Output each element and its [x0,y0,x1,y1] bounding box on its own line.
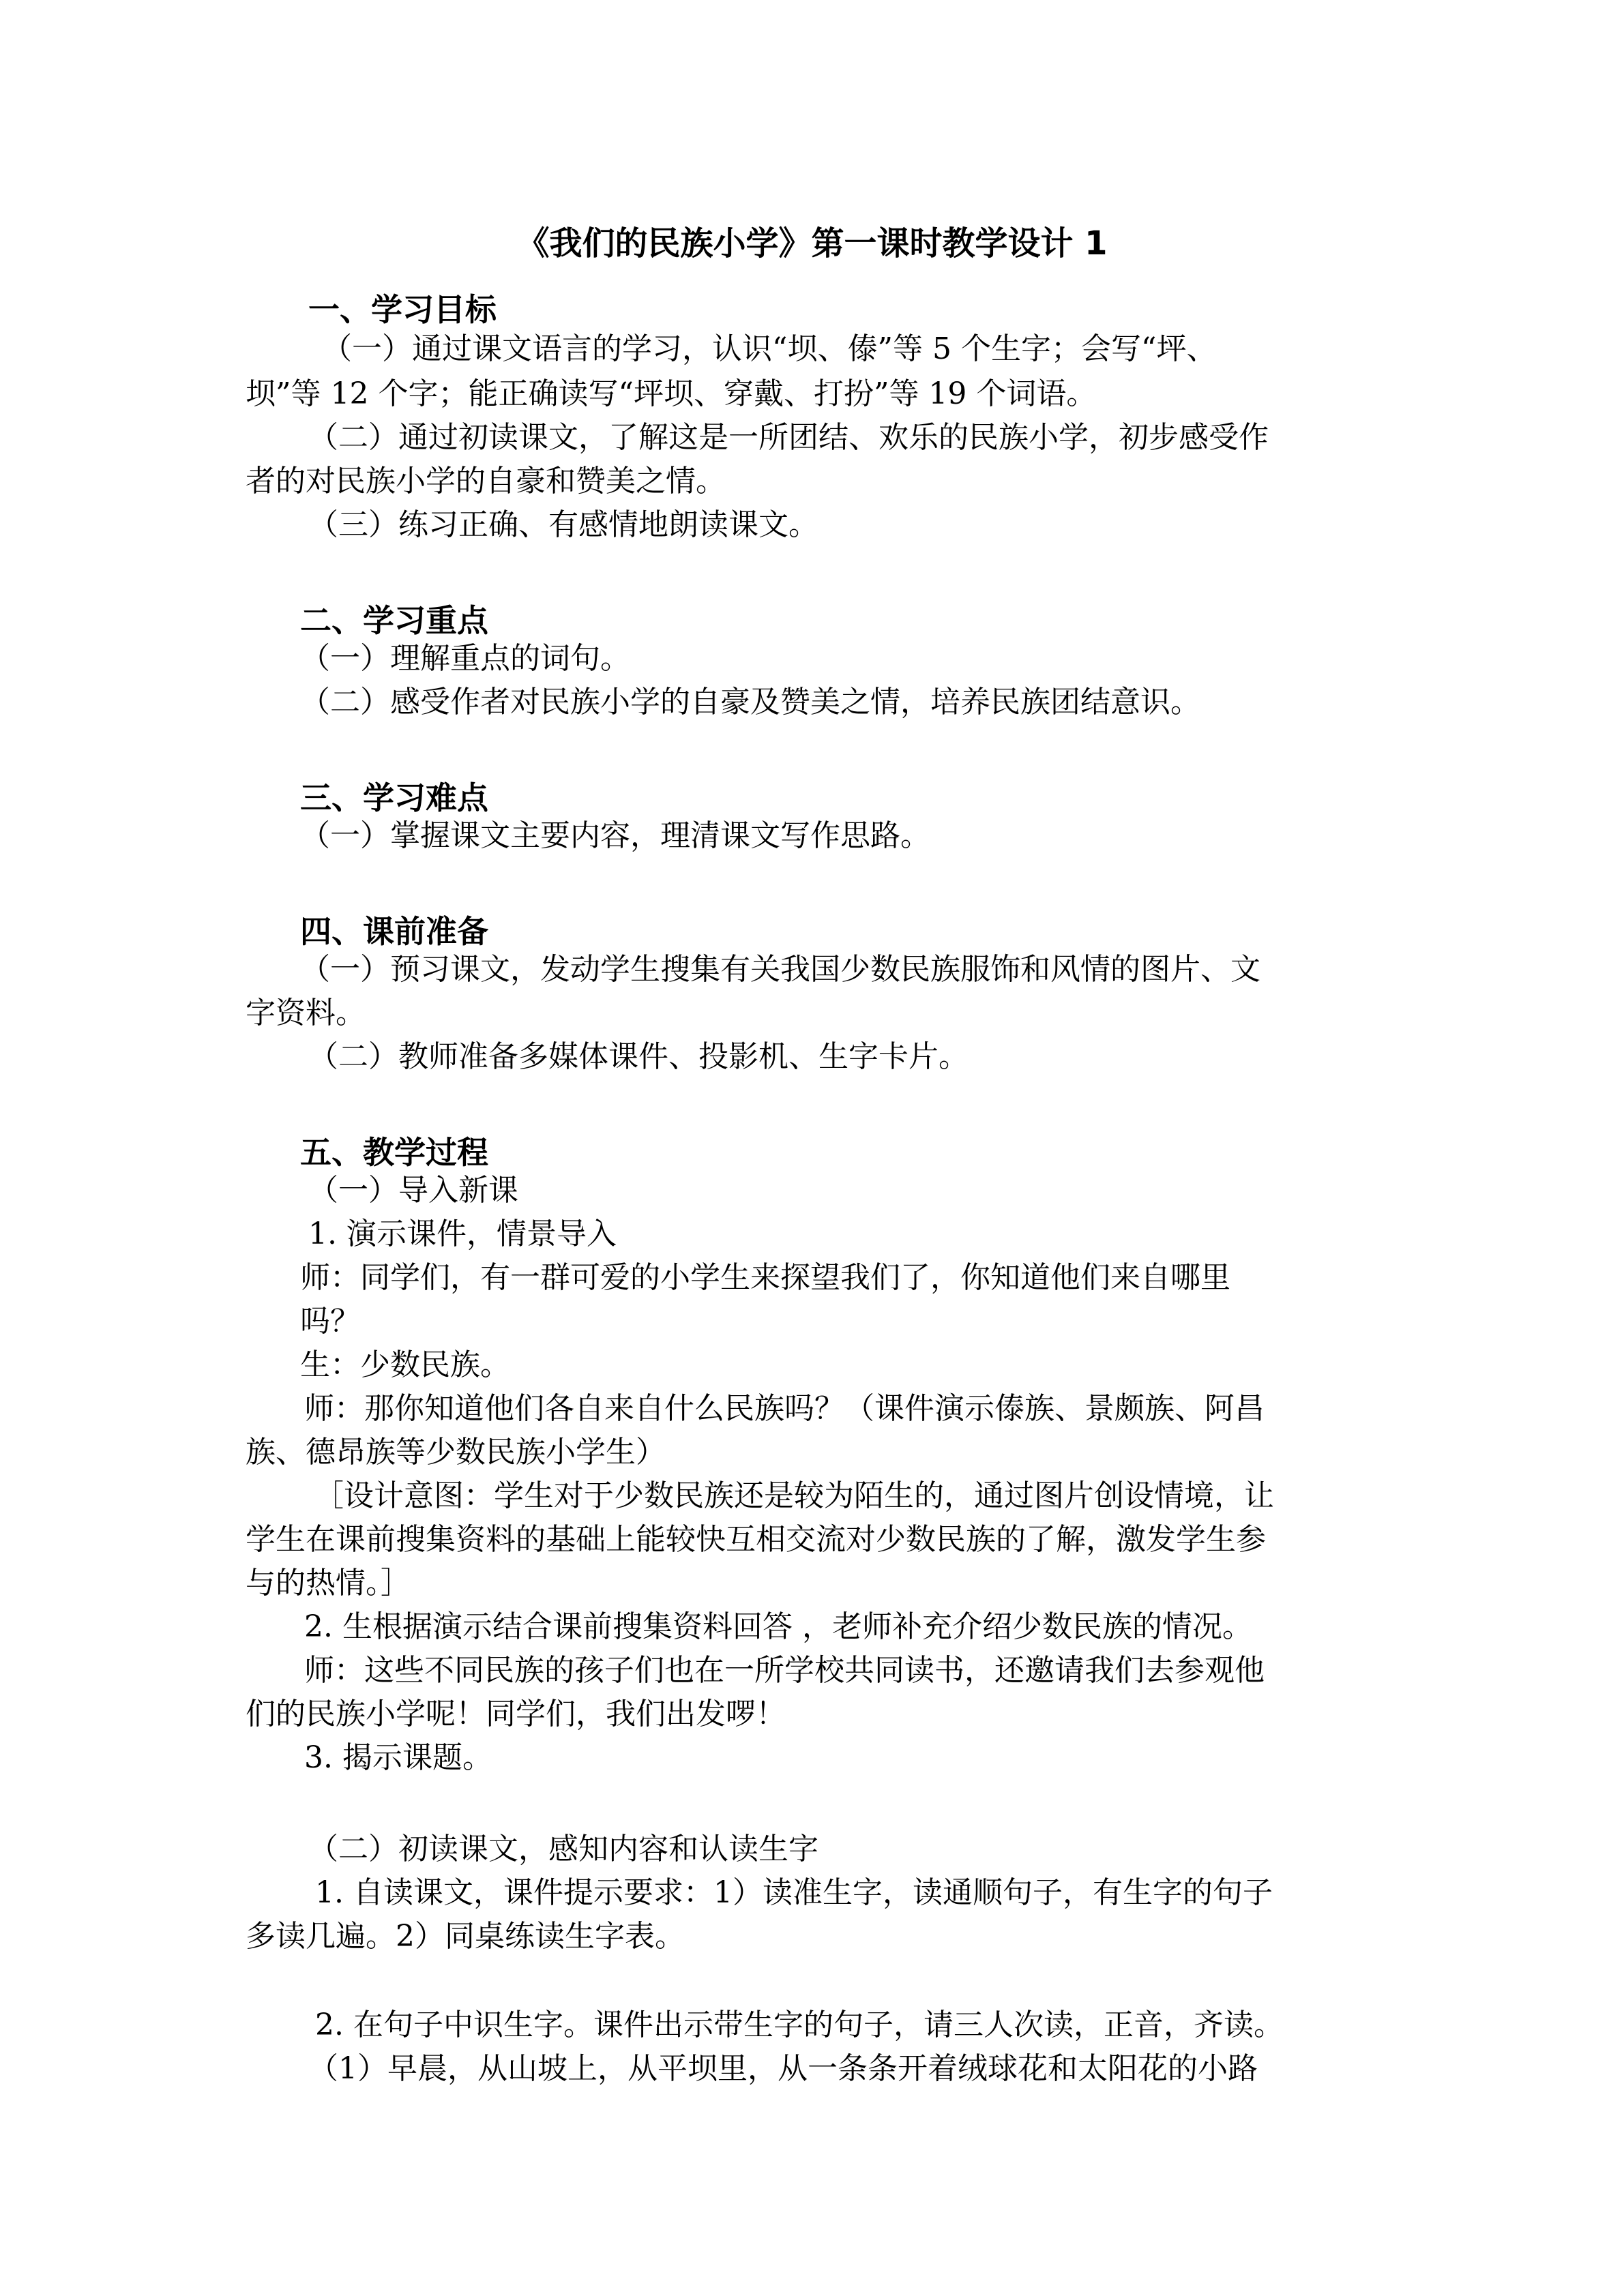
paragraph-line: 吗？ [300,1304,360,1339]
paragraph-line: 师：同学们，有一群可爱的小学生来探望我们了，你知道他们来自哪里 [300,1260,1230,1295]
paragraph-line: 1. 演示课件，情景导入 [308,1217,617,1251]
paragraph-line: （1）早晨，从山坡上，从平坝里，从一条条开着绒球花和太阳花的小路 [308,2051,1258,2086]
paragraph-line: 族、德昂族等少数民族小学生） [246,1435,666,1470]
document-title: 《我们的民族小学》第一课时教学设计 1 [516,224,1108,263]
paragraph-line: 学生在课前搜集资料的基础上能较快互相交流对少数民族的了解，激发学生参 [246,1522,1266,1557]
paragraph-line: 者的对民族小学的自豪和赞美之情。 [246,464,726,498]
paragraph-line: 字资料。 [246,996,366,1030]
paragraph-line: （二）初读课文，感知内容和认读生字 [308,1832,818,1866]
section-heading-key-points: 二、学习重点 [300,602,488,639]
paragraph-line: （一）预习课文，发动学生搜集有关我国少数民族服饰和风情的图片、文 [300,952,1260,987]
paragraph-line: 与的热情。］ [246,1566,411,1600]
paragraph-line: （三）练习正确、有感情地朗读课文。 [308,507,818,542]
paragraph-line: 2. 在句子中识生字。课件出示带生字的句子，请三人次读，正音，齐读。 [315,2008,1284,2042]
paragraph-line: 生：少数民族。 [300,1347,510,1382]
paragraph-line: （一）理解重点的词句。 [300,641,630,676]
paragraph-line: 1. 自读课文，课件提示要求：1）读准生字，读通顺句子，有生字的句子 [315,1875,1273,1910]
section-heading-preparation: 四、课前准备 [300,913,488,950]
paragraph-line: 2. 生根据演示结合课前搜集资料回答 ，老师补充介绍少数民族的情况。 [304,1609,1252,1644]
section-heading-objectives: 一、学习目标 [308,291,497,328]
paragraph-line: （一）导入新课 [308,1173,518,1208]
paragraph-line: （二）感受作者对民族小学的自豪及赞美之情，培养民族团结意识。 [300,685,1200,719]
section-heading-teaching-process: 五、教学过程 [300,1134,488,1171]
paragraph-line: （二）教师准备多媒体课件、投影机、生字卡片。 [308,1039,969,1074]
paragraph-line: 师：这些不同民族的孩子们也在一所学校共同读书，还邀请我们去参观他 [304,1653,1265,1688]
section-heading-difficulties: 三、学习难点 [300,779,488,816]
paragraph-line: 坝”等 12 个字；能正确读写“坪坝、穿戴、打扮”等 19 个词语。 [246,376,1097,411]
paragraph-line: （一）通过课文语言的学习，认识“坝、傣”等 5 个生字；会写“坪、 [322,331,1217,366]
paragraph-line: ［设计意图：学生对于少数民族还是较为陌生的，通过图片创设情境，让 [314,1478,1274,1513]
paragraph-line: （二）通过初读课文，了解这是一所团结、欢乐的民族小学，初步感受作 [308,420,1269,455]
paragraph-line: 多读几遍。2）同桌练读生字表。 [246,1919,685,1954]
paragraph-line: 们的民族小学呢！同学们，我们出发啰！ [246,1697,786,1731]
paragraph-line: 3. 揭示课题。 [304,1740,492,1775]
paragraph-line: （一）掌握课文主要内容，理清课文写作思路。 [300,818,930,853]
paragraph-line: 师：那你知道他们各自来自什么民族吗？（课件演示傣族、景颇族、阿昌 [304,1391,1265,1426]
